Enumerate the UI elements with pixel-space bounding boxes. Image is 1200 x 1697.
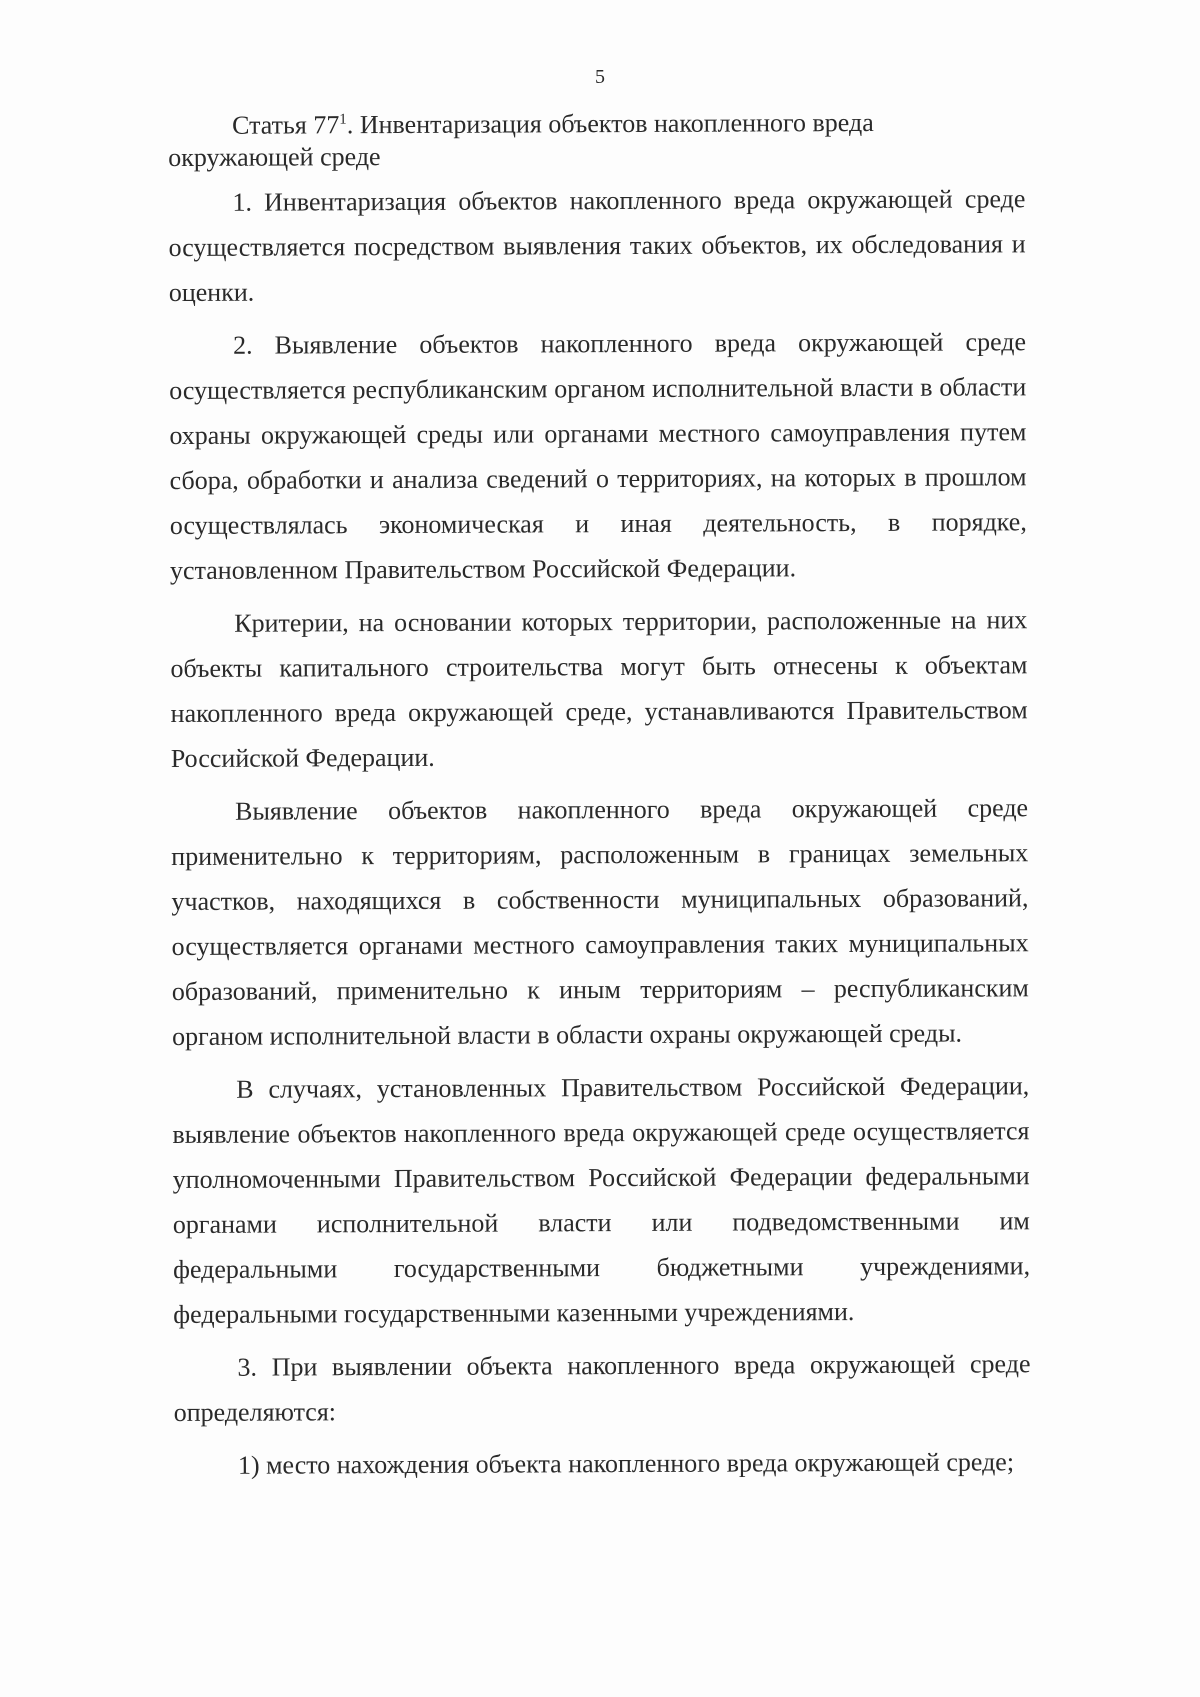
paragraph-3: Критерии, на основании которых территории, расположенные на них объекты капитального строительства могут быть отнесены к объектам накопленного вреда окружающей среде, устанавливаются Правительством Российской Федерации. <box>170 605 1028 773</box>
paragraph-2: 2. Выявление объектов накопленного вреда окружающей среде осуществляется республиканским органом исполнительной власти в области охраны окружающей среды или органами местного самоуправления путем сбора, обработки и анализа сведений о территориях, на которых в прошлом осуществлялась экономическая и иная деятельность, в порядке, установленном Правительством Российской Федерации. <box>169 327 1027 585</box>
paragraph-5: В случаях, установленных Правительством Российской Федерации, выявление объектов накопленного вреда окружающей среде осуществляется уполномоченными Правительством Российской Федерации федеральными органами исполнительной власти или подведомственными им федеральными государственными бюджетными учреждениями, федеральными государственными казенными учреждениями. <box>172 1071 1031 1329</box>
article-title-prefix: Статья 77 <box>232 110 340 140</box>
paragraph-6: 3. При выявлении объекта накопленного вреда окружающей среде определяются: <box>173 1349 1031 1427</box>
article-title <box>168 106 1025 174</box>
document-body <box>168 106 1031 1496</box>
page-number: 5 <box>595 66 605 88</box>
article-title-rest: . Инвентаризация объектов накопленного вреда окружающей среде <box>168 107 874 172</box>
paragraph-1: 1. Инвентаризация объектов накопленного вреда окружающей среде осуществляется посредством выявления таких объектов, их обследования и оценки. <box>168 184 1026 307</box>
paragraph-4: Выявление объектов накопленного вреда окружающей среде применительно к территориям, расположенным в границах земельных участков, находящихся в собственности муниципальных образований, осуществляется органами местного самоуправления таких муниципальных образований, применительно к иным территориям – республиканским органом исполнительной власти в области охраны окружающей среды. <box>171 793 1029 1051</box>
paragraph-7: 1) место нахождения объекта накопленного вреда окружающей среде; <box>237 1447 1015 1480</box>
article-title-superscript: 1 <box>339 111 347 128</box>
